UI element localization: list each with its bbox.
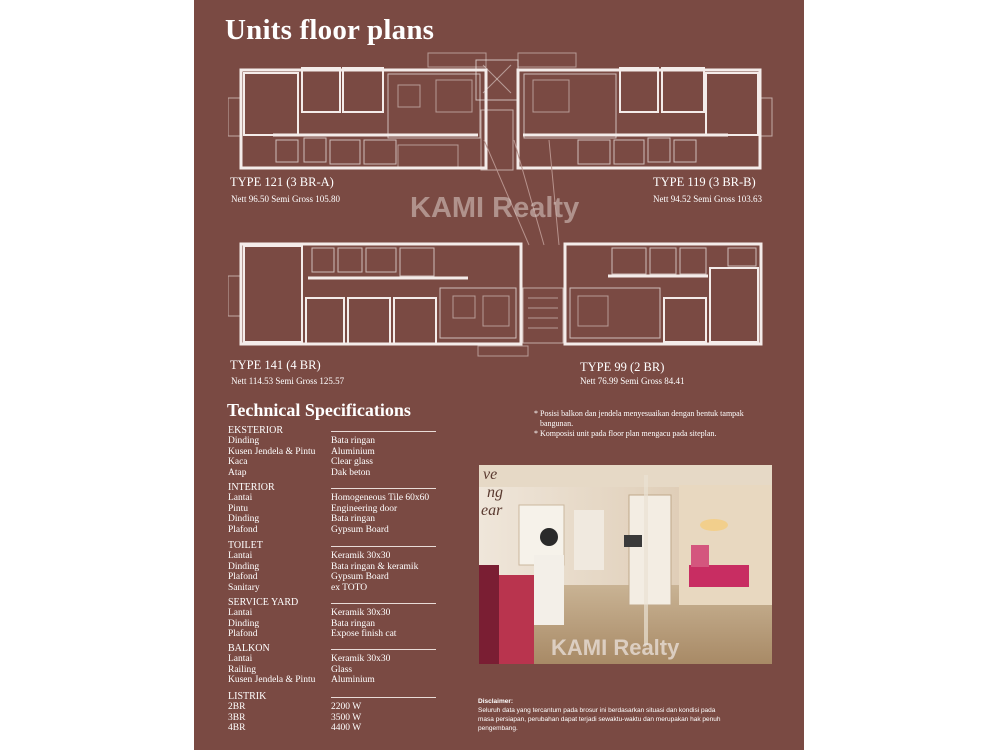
spec-key: Atap bbox=[228, 467, 247, 478]
spec-key: Sanitary bbox=[228, 582, 260, 593]
spec-value: Homogeneous Tile 60x60 bbox=[331, 493, 430, 503]
spec-value: 4400 W bbox=[331, 723, 362, 733]
spec-value: Bata ringan & keramik bbox=[331, 561, 419, 572]
brochure-page bbox=[194, 0, 804, 750]
note-item: * Komposisi unit pada floor plan mengacu pada siteplan. bbox=[534, 429, 717, 438]
spec-value: ex TOTO bbox=[331, 582, 368, 593]
spec-section-eksterior bbox=[228, 425, 436, 478]
spec-value: Clear glass bbox=[331, 457, 373, 467]
spec-key: Lantai bbox=[228, 493, 253, 503]
spec-key: 3BR bbox=[228, 712, 246, 723]
spec-value: Gypsum Board bbox=[331, 524, 389, 535]
spec-heading: LISTRIK bbox=[228, 691, 267, 702]
spec-section-toilet bbox=[228, 540, 436, 593]
spec-value: 3500 W bbox=[331, 712, 362, 723]
spec-value: Glass bbox=[331, 664, 353, 675]
spec-value: 2200 W bbox=[331, 702, 362, 712]
spec-heading: EKSTERIOR bbox=[228, 425, 283, 436]
spec-key: Dinding bbox=[228, 514, 260, 524]
spec-section-balkon bbox=[228, 643, 436, 686]
spec-heading: TOILET bbox=[228, 540, 263, 551]
spec-key: Plafond bbox=[228, 629, 258, 639]
specs-title: Technical Specifications bbox=[227, 400, 411, 420]
spec-value: Bata ringan bbox=[331, 618, 376, 629]
unit-type-99-area: Nett 76.99 Semi Gross 84.41 bbox=[580, 376, 685, 386]
spec-key: 4BR bbox=[228, 723, 246, 733]
spec-value: Aluminium bbox=[331, 675, 375, 685]
spec-value: Aluminium bbox=[331, 446, 375, 457]
spec-heading: INTERIOR bbox=[228, 482, 275, 493]
photo-wall-text-1: ve bbox=[483, 466, 498, 483]
spec-key: Plafond bbox=[228, 572, 258, 582]
spec-key: 2BR bbox=[228, 702, 246, 712]
photo-wall-text-2: ng bbox=[487, 484, 503, 501]
interior-photo bbox=[479, 465, 772, 664]
unit-type-141-label: TYPE 141 (4 BR) bbox=[230, 358, 321, 372]
spec-value: Gypsum Board bbox=[331, 572, 389, 582]
spec-key: Lantai bbox=[228, 608, 253, 618]
photo-watermark: KAMI Realty bbox=[551, 635, 680, 660]
unit-type-119-area: Nett 94.52 Semi Gross 103.63 bbox=[653, 194, 762, 204]
spec-value: Keramik 30x30 bbox=[331, 551, 391, 561]
spec-value: Engineering door bbox=[331, 503, 398, 514]
disclaimer bbox=[478, 697, 728, 733]
spec-key: Dinding bbox=[228, 561, 260, 572]
unit-type-99-label: TYPE 99 (2 BR) bbox=[580, 360, 665, 374]
spec-value: Dak beton bbox=[331, 467, 371, 478]
watermark-text: KAMI Realty bbox=[410, 192, 580, 224]
spec-section-service-yard bbox=[228, 597, 436, 640]
spec-key: Lantai bbox=[228, 551, 253, 561]
spec-key: Kusen Jendela & Pintu bbox=[228, 446, 316, 457]
spec-key: Kusen Jendela & Pintu bbox=[228, 675, 316, 685]
spec-heading: BALKON bbox=[228, 643, 270, 654]
disclaimer-text: Seluruh data yang tercantum pada brosur ini berdasarkan situasi dan kondisi pada masa persiapan, perubahan dapat terjadi sewaktu-waktu dan merupakan hak penuh pengembang. bbox=[478, 707, 721, 732]
spec-section-listrik bbox=[228, 691, 436, 734]
spec-section-interior bbox=[228, 482, 436, 535]
notes bbox=[532, 409, 762, 439]
spec-value: Expose finish cat bbox=[331, 629, 397, 639]
page-title: Units floor plans bbox=[225, 14, 435, 46]
unit-type-141-area: Nett 114.53 Semi Gross 125.57 bbox=[231, 376, 345, 386]
disclaimer-heading: Disclaimer: bbox=[478, 698, 514, 705]
photo-wall-text-3: ear bbox=[481, 502, 503, 519]
note-item: * Posisi balkon dan jendela menyesuaikan dengan bentuk tampak bangunan. bbox=[534, 409, 744, 428]
spec-key: Dinding bbox=[228, 436, 260, 446]
spec-value: Bata ringan bbox=[331, 514, 376, 524]
spec-value: Bata ringan bbox=[331, 436, 376, 446]
spec-key: Railing bbox=[228, 664, 256, 675]
unit-type-121-area: Nett 96.50 Semi Gross 105.80 bbox=[231, 194, 340, 204]
spec-value: Keramik 30x30 bbox=[331, 608, 391, 618]
spec-key: Kaca bbox=[228, 457, 248, 467]
spec-value: Keramik 30x30 bbox=[331, 654, 391, 664]
unit-type-121-label: TYPE 121 (3 BR-A) bbox=[230, 175, 334, 189]
spec-key: Lantai bbox=[228, 654, 253, 664]
unit-type-119-label: TYPE 119 (3 BR-B) bbox=[653, 175, 756, 189]
spec-key: Dinding bbox=[228, 618, 260, 629]
floor-plan-lower bbox=[228, 238, 773, 358]
spec-key: Pintu bbox=[228, 503, 249, 514]
spec-key: Plafond bbox=[228, 524, 258, 535]
spec-heading: SERVICE YARD bbox=[228, 597, 299, 608]
